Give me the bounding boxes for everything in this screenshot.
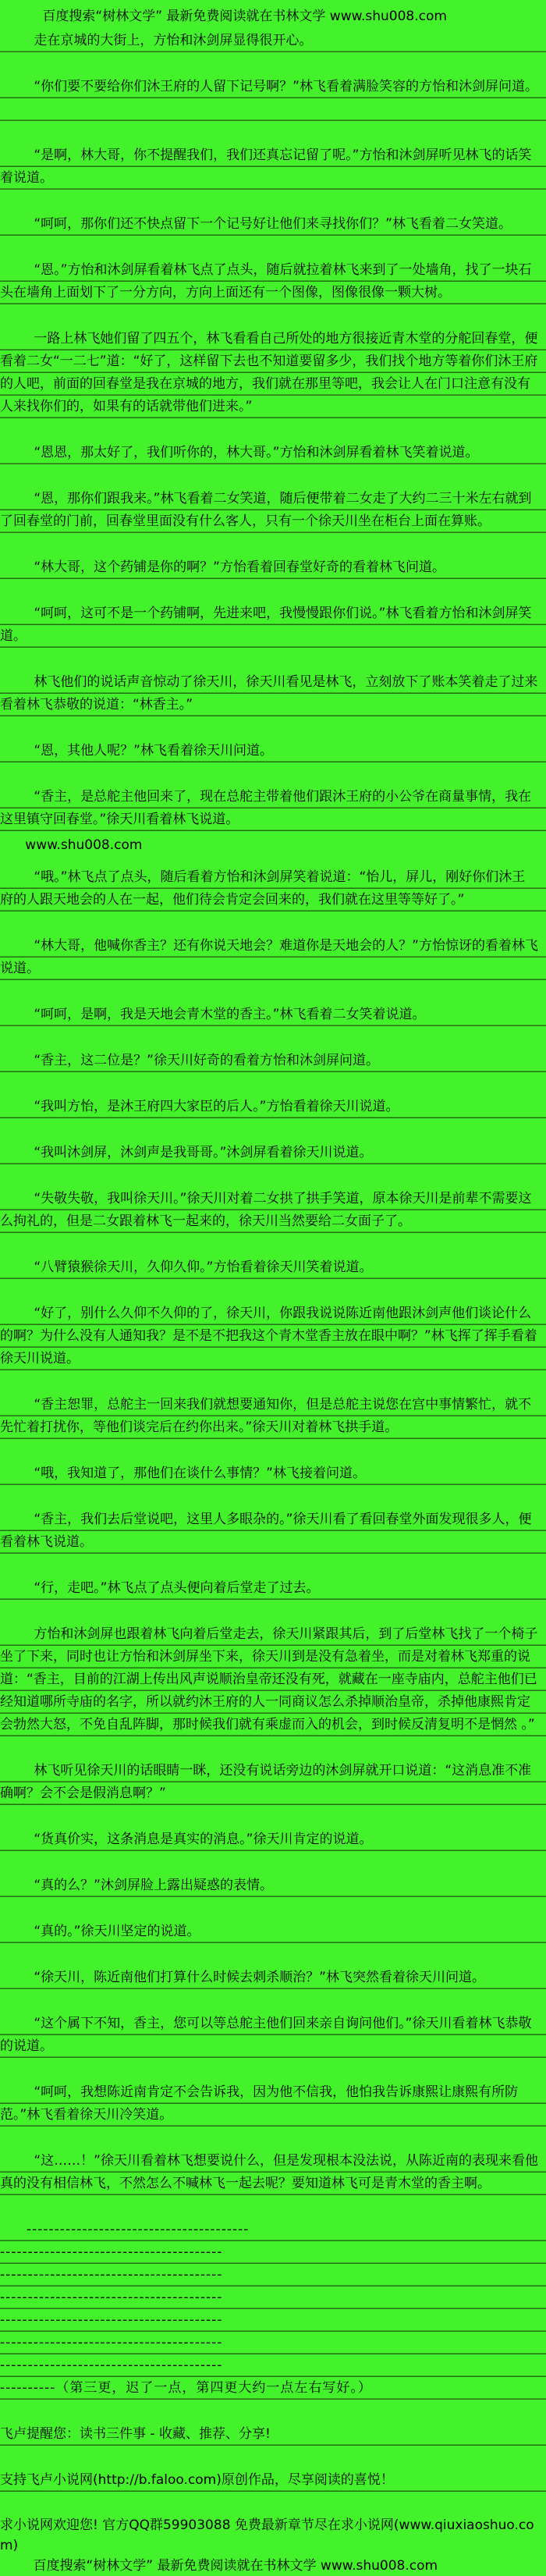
paragraph: “这……！”徐天川看着林飞想要说什么，但是发现根本没法说，从陈近南的表现来看他真的没有相信林飞，不然怎么不喊林飞一起去呢？要知道林飞可是青木堂的香主啊。 [0,2150,546,2195]
paragraph: “香主，这二位是？”徐天川好奇的看着方怡和沐剑屏问道。 [0,1050,546,1072]
paragraph: “好了，别什么久仰不久仰的了，徐天川，你跟我说说陈近南他跟沐剑声他们谈论什么的啊？为什么没有人通知我？是不是不把我这个青木堂香主放在眼中啊？”林飞挥了挥手看着徐天川说道。 [0,1302,546,1370]
site-support-line: 支持飞卢小说网(http://b.faloo.com)原创作品，尽享阅读的喜悦！ [0,2469,546,2492]
paragraph: “行，走吧。”林飞点了点头便向着后堂走了过去。 [0,1577,546,1600]
paragraph: “恩恩，那太好了，我们听你的，林大哥。”方怡和沐剑屏看着林飞笑着说道。 [0,442,546,464]
paragraph: “哦，我知道了，那他们在谈什么事情？”林飞接着问道。 [0,1462,546,1485]
paragraph: 走在京城的大街上，方怡和沐剑屏显得很开心。 [0,30,546,52]
paragraph: 林飞他们的说话声音惊动了徐天川，徐天川看见是林飞，立刻放下了账本笑着走了过来看着林飞恭敬的说道：“林香主。” [0,671,546,716]
paragraph: “恩。”方怡和沐剑屏看着林飞点了点头，随后就拉着林飞来到了一处墙角，找了一块石头在墙角上面划下了一分方向，方向上面还有一个图像，图像很像一颗大树。 [0,259,546,304]
paragraph: “真的么？”沐剑屏脸上露出疑惑的表情。 [0,1874,546,1897]
author-note: ----------（第三更，迟了一点，第四更大约一点左右写好。） [0,2377,546,2400]
paragraph: “香主，是总舵主他回来了，现在总舵主带着他们跟沐王府的小公爷在商量事情，我在这里镇守回春堂。”徐天川看着林飞说道。 [0,786,546,831]
separator-dashes: ---------------------------------------- [0,2309,546,2332]
paragraph: “是啊，林大哥，你不提醒我们，我们还真忘记留了呢。”方怡和沐剑屏听见林飞的话笑着说道。 [0,144,546,190]
paragraph: “哦。”林飞点了点头，随后看着方怡和沐剑屏笑着说道：“怡儿，屏儿，刚好你们沐王府的人跟天地会的人在一起，他们待会肯定会回来的，我们就在这里等等好了。” [0,866,546,911]
paragraph: “徐天川，陈近南他们打算什么时候去刺杀顺治？”林飞突然看着徐天川问道。 [0,1967,546,1989]
paragraph: “真的。”徐天川坚定的说道。 [0,1920,546,1943]
paragraph: “失敬失敬，我叫徐天川。”徐天川对着二女拱了拱手笑道，原本徐天川是前辈不需要这么拘礼的，但是二女跟着林飞一起来的，徐天川当然要给二女面子了。 [0,1188,546,1233]
reader-reminder: 飞卢提醒您：读书三件事 - 收藏、推荐、分享! [0,2423,546,2446]
separator-dashes: ---------------------------------------- [0,2354,546,2377]
separator-dashes: ---------------------------------------- [0,2219,546,2241]
paragraph: “林大哥，他喊你香主？还有你说天地会？难道你是天地会的人？”方怡惊讶的看着林飞说道。 [0,935,546,980]
promo-footer-line: 百度搜索“树林文学” 最新免费阅读就在书林文学 www.shu008.com [33,2558,438,2574]
paragraph: “八臂猿猴徐天川，久仰久仰。”方怡看着徐天川笑着说道。 [0,1256,546,1279]
paragraph: “呵呵，那你们还不快点留下一个记号好让他们来寻找你们？”林飞看着二女笑道。 [0,213,546,236]
paragraph: “我叫方怡，是沐王府四大家臣的后人。”方怡看着徐天川说道。 [0,1096,546,1118]
paragraph: 一路上林飞她们留了四五个，林飞看看自己所处的地方很接近青木堂的分舵回春堂，便看着二女“一二七”道：“好了，这样留下去也不知道要留多少，我们找个地方等着你们沐王府的人吧，前面的回春堂是我在京城的地方，我们就在那里等吧，我会让人在门口注意有没有人来找你们的，如果有的话就带他们进来。” [0,328,546,418]
separator-dashes: ---------------------------------------- [0,2241,546,2264]
paragraph: “我叫沐剑屏，沐剑声是我哥哥。”沐剑屏看着徐天川说道。 [0,1142,546,1164]
paragraph: “恩，其他人呢？”林飞看着徐天川问道。 [0,740,546,762]
paragraph: “香主，我们去后堂说吧，这里人多眼杂的。”徐天川看了看回春堂外面发现很多人，便看着林飞说道。 [0,1508,546,1554]
paragraph: “呵呵，是啊，我是天地会青木堂的香主。”林飞看着二女笑着说道。 [0,1004,546,1026]
separator-dashes: ---------------------------------------- [0,2286,546,2309]
paragraph: 林飞听见徐天川的话眼睛一眯，还没有说话旁边的沐剑屏就开口说道：“这消息准不准确啊？会不会是假消息啊？” [0,1760,546,1805]
promo-footer-line: 求小说网欢迎您! 官方QQ群59903088 免费最新章节尽在求小说网(www.qiuxiaoshuo.com) [0,2517,534,2553]
paragraph: “恩，那你们跟我来。”林飞看着二女笑道，随后便带着二女走了大约二三十米左右就到了回春堂的门前，回春堂里面没有什么客人，只有一个徐天川坐在柜台上面在算账。 [0,488,546,533]
paragraph: “呵呵，这可不是一个药铺啊，先进来吧，我慢慢跟你们说。”林飞看着方怡和沐剑屏笑道。 [0,602,546,648]
watermark-url: www.shu008.com [25,837,143,853]
paragraph: “货真价实，这条消息是真实的消息。”徐天川肯定的说道。 [0,1828,546,1851]
paragraph: “你们要不要给你们沐王府的人留下记号啊？”林飞看着满脸笑容的方怡和沐剑屏问道。 [0,76,546,121]
paragraph: “呵呵，我想陈近南肯定不会告诉我，因为他不信我，他怕我告诉康熙让康熙有所防范。”林飞看着徐天川冷笑道。 [0,2081,546,2127]
paragraph: “林大哥，这个药铺是你的啊？”方怡看着回春堂好奇的看着林飞问道。 [0,556,546,579]
paragraph: “这个属下不知，香主，您可以等总舵主他们回来亲自询问他们。”徐天川看着林飞恭敬的说道。 [0,2013,546,2058]
paragraph: 方怡和沐剑屏也跟着林飞向着后堂走去，徐天川紧跟其后，到了后堂林飞找了一个椅子坐了下来，同时也让方怡和沐剑屏坐下来，徐天川到是没有急着坐，而是对着林飞郑重的说道：“香主，目前的江湖上传出风声说顺治皇帝还没有死，就藏在一座寺庙内，总舵主他们已经知道哪所寺庙的名字，所以就约沐王府的人一同商议怎么杀掉顺治皇帝，杀掉他康熙肯定会勃然大怒，不免自乱阵脚，那时候我们就有乘虚而入的机会，到时候反清复明不是惘然 。” [0,1623,546,1736]
separator-dashes: ---------------------------------------- [0,2332,546,2354]
separator-dashes: ---------------------------------------- [0,2264,546,2286]
paragraph: “香主恕罪，总舵主一回来我们就想要通知你，但是总舵主说您在宫中事情繁忙，就不先忙着打扰你，等他们谈完后在约你出来。”徐天川对着林飞拱手道。 [0,1394,546,1439]
promo-header-line: 百度搜索“树林文学” 最新免费阅读就在书林文学 www.shu008.com [42,9,447,24]
